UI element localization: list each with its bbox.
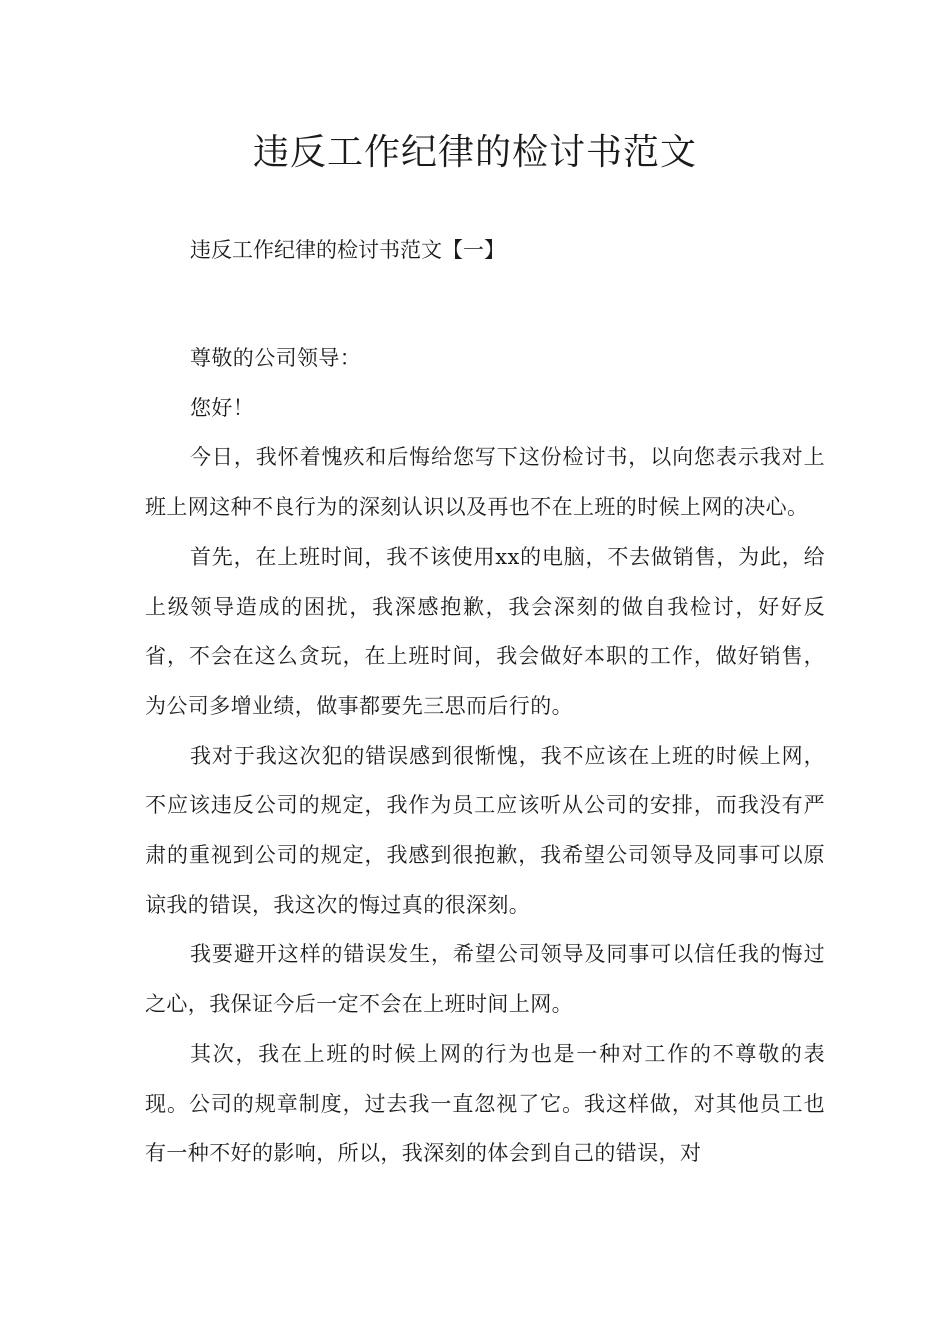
document-body bbox=[145, 334, 825, 1179]
body-paragraph: 首先，在上班时间，我不该使用xx的电脑，不去做销售，为此，给上级领导造成的困扰，我深感抱歉，我会深刻的做自我检讨，好好反省，不会在这么贪玩，在上班时间，我会做好本职的工作，做好销售，为公司多增业绩，做事都要先三思而后行的。 bbox=[145, 544, 825, 718]
section-heading: 违反工作纪律的检讨书范文【一】 bbox=[190, 238, 505, 262]
body-paragraph: 我要避开这样的错误发生，希望公司领导及同事可以信任我的悔过之心，我保证今后一定不会在上班时间上网。 bbox=[145, 942, 825, 1017]
body-paragraph: 我对于我这次犯的错误感到很惭愧，我不应该在上班的时候上网，不应该违反公司的规定，我作为员工应该听从公司的安排，而我没有严肃的重视到公司的规定，我感到很抱歉，我希望公司领导及同事可以原谅我的错误，我这次的悔过真的很深刻。 bbox=[145, 743, 825, 917]
body-paragraph: 今日，我怀着愧疚和后悔给您写下这份检讨书，以向您表示我对上班上网这种不良行为的深刻认识以及再也不在上班的时候上网的决心。 bbox=[145, 445, 825, 520]
document-title: 违反工作纪律的检讨书范文 bbox=[252, 132, 697, 173]
greeting: 您好！ bbox=[190, 395, 255, 420]
body-paragraph: 其次，我在上班的时候上网的行为也是一种对工作的不尊敬的表现。公司的规章制度，过去我一直忽视了它。我这样做，对其他员工也有一种不好的影响，所以，我深刻的体会到自己的错误，对 bbox=[145, 1041, 825, 1166]
salutation: 尊敬的公司领导： bbox=[190, 346, 362, 370]
